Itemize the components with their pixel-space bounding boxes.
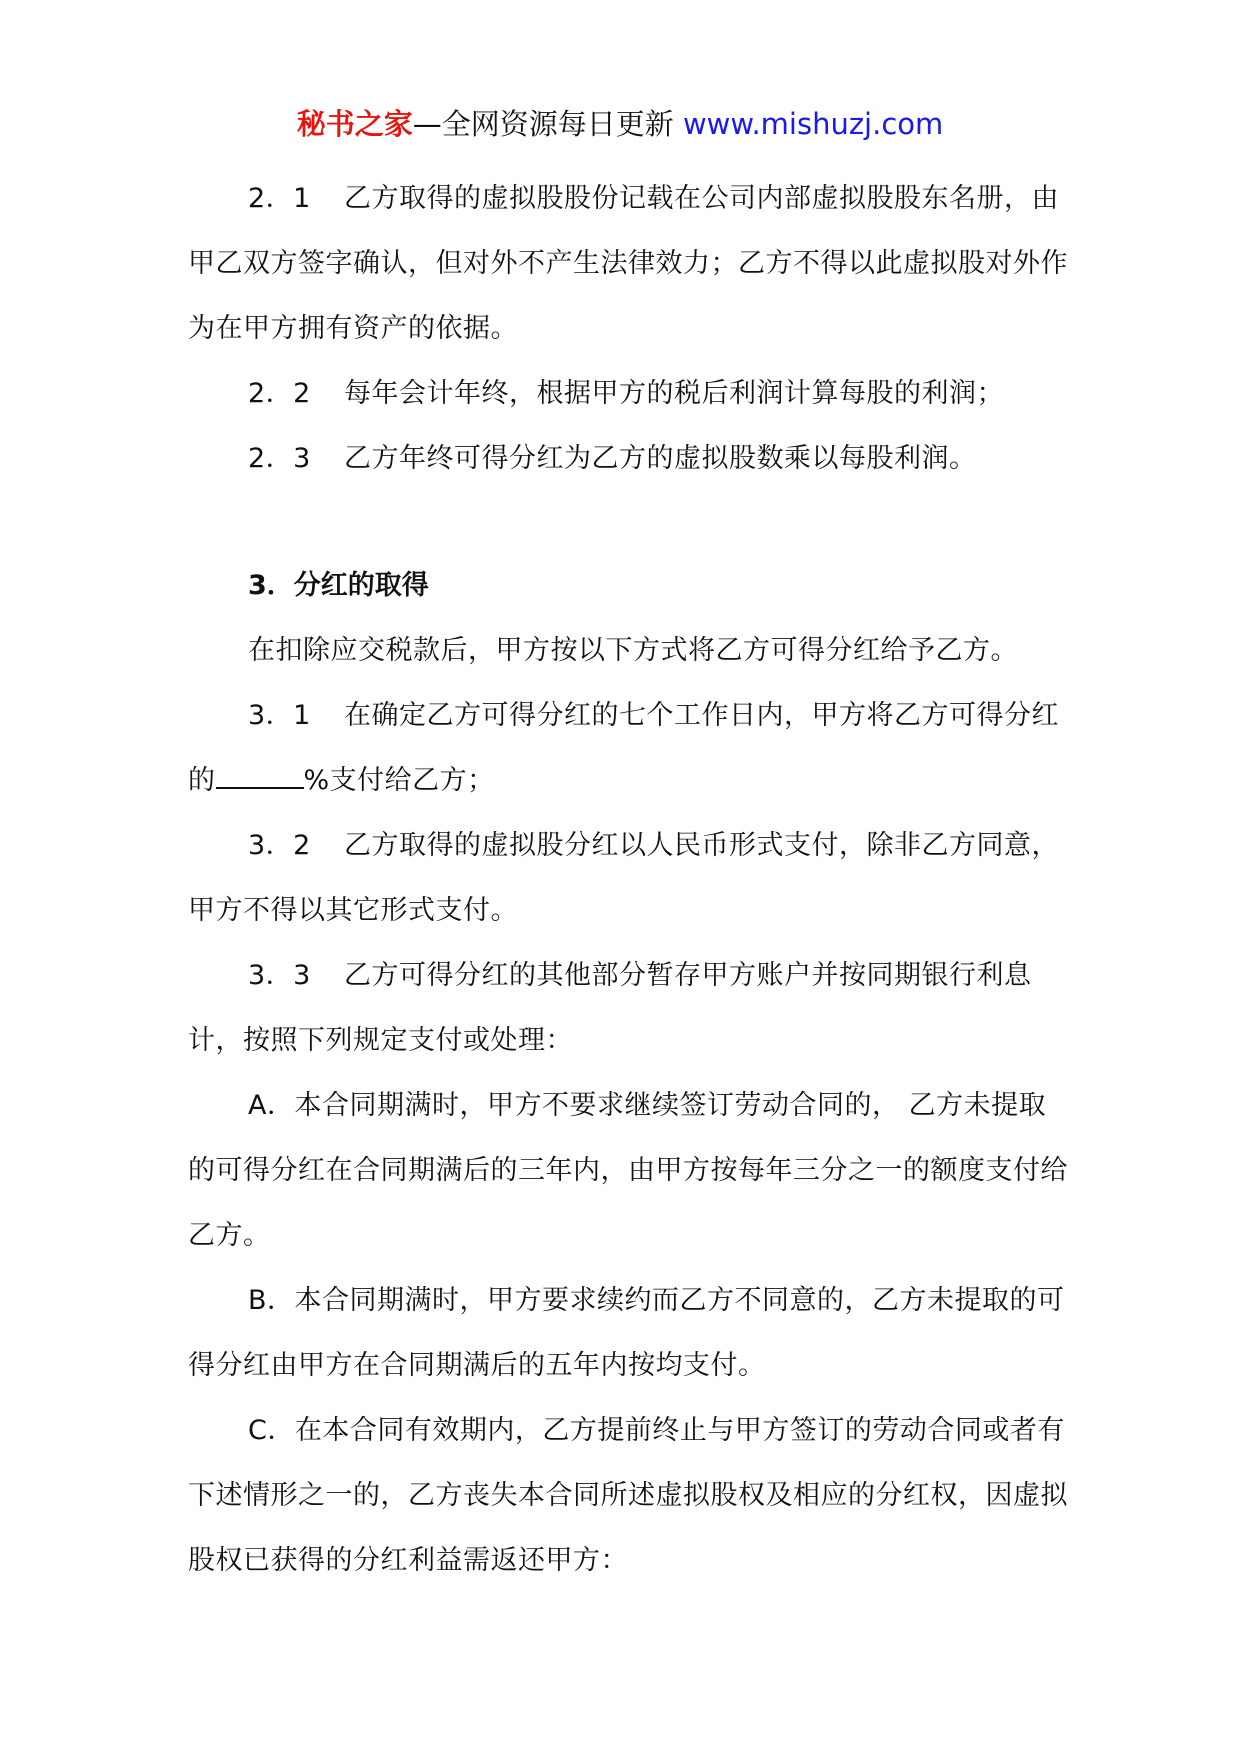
section-heading-3: 3．分红的取得: [248, 570, 429, 601]
clause-2-2: [188, 361, 1068, 426]
clause-text: 本合同期满时，甲方要求续约而乙方不同意的，乙方未提取的可得分红由甲方在合同期满后的五年内按均支付。: [188, 1285, 1065, 1381]
clause-text: 每年会计年终，根据甲方的税后利润计算每股的利润；: [344, 378, 1004, 409]
site-tagline: —全网资源每日更新: [412, 107, 683, 141]
clause-text: 本合同期满时，甲方不要求继续签订劳动合同的， 乙方未提取的可得分红在合同期满后的三年内，由甲方按每年三分之一的额度支付给乙方。: [188, 1090, 1068, 1251]
clause-2-3: [188, 426, 1068, 491]
site-header: [0, 104, 1240, 144]
clause-letter: A．: [248, 1090, 295, 1121]
clause-number: 2．1: [248, 183, 311, 214]
clause-text: 乙方年终可得分红为乙方的虚拟股数乘以每股利润。: [344, 443, 977, 474]
clause-number: 2．3: [248, 443, 311, 474]
clause-letter: C．: [248, 1415, 295, 1446]
clause-text-tail: %支付给乙方；: [303, 765, 495, 796]
clause-2-1: [188, 166, 1068, 361]
document-body: [188, 166, 1068, 1593]
clause-3-2: [188, 813, 1068, 943]
clause-text: 在本合同有效期内，乙方提前终止与甲方签订的劳动合同或者有下述情形之一的，乙方丧失本合同所述虚拟股权及相应的分红权，因虚拟股权已获得的分红利益需返还甲方：: [188, 1415, 1068, 1576]
clause-number: 3．1: [248, 700, 311, 731]
clause-3-1: [188, 683, 1068, 813]
clause-number: 2．2: [248, 378, 311, 409]
clause-text: 乙方取得的虚拟股分红以人民币形式支付，除非乙方同意，甲方不得以其它形式支付。: [188, 830, 1059, 926]
clause-text: 乙方可得分红的其他部分暂存甲方账户并按同期银行利息计，按照下列规定支付或处理：: [188, 960, 1032, 1056]
site-brand: 秘书之家: [296, 107, 413, 141]
clause-3-3: [188, 943, 1068, 1073]
clause-letter: B．: [248, 1285, 295, 1316]
clause-number: 3．3: [248, 960, 311, 991]
clause-B: [188, 1268, 1068, 1398]
clause-C: [188, 1398, 1068, 1593]
clause-text: 在确定乙方可得分红的七个工作日内，甲方将乙方可得分红的: [188, 700, 1059, 796]
percentage-blank-field[interactable]: [216, 763, 304, 789]
clause-text: 乙方取得的虚拟股股份记载在公司内部虚拟股股东名册，由甲乙双方签字确认，但对外不产生法律效力；乙方不得以此虚拟股对外作为在甲方拥有资产的依据。: [188, 183, 1068, 344]
site-url-link[interactable]: www.mishuzj.com: [682, 107, 944, 141]
clause-A: [188, 1073, 1068, 1268]
section-3-intro: 在扣除应交税款后，甲方按以下方式将乙方可得分红给予乙方。: [248, 635, 1018, 666]
clause-number: 3．2: [248, 830, 311, 861]
